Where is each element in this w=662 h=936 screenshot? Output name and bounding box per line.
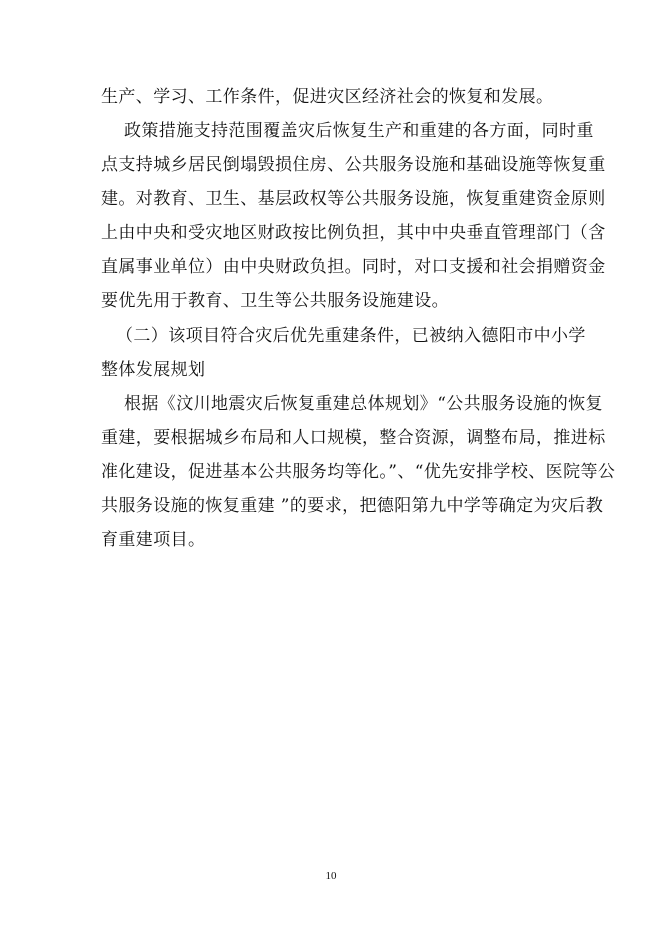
paragraph-2-line-6: 要优先用于教育、卫生等公共服务设施建设。 bbox=[101, 291, 449, 311]
section-heading-line-2: 整体发展规划 bbox=[101, 360, 206, 380]
paragraph-2-line-3: 建。对教育、卫生、基层政权等公共服务设施，恢复重建资金原则 bbox=[101, 189, 606, 209]
paragraph-2-line-4: 上由中央和受灾地区财政按比例负担，其中中央垂直管理部门（含 bbox=[101, 223, 606, 243]
paragraph-2-line-5: 直属事业单位）由中央财政负担。同时，对口支援和社会捐赠资金 bbox=[101, 257, 606, 277]
paragraph-3-line-1: 根据《汶川地震灾后恢复重建总体规划》“公共服务设施的恢复 bbox=[124, 394, 603, 414]
section-heading-line-1: （二）该项目符合灾后优先重建条件，已被纳入德阳市中小学 bbox=[116, 326, 586, 346]
paragraph-3-line-3: 准化建设，促进基本公共服务均等化。”、“优先安排学校、医院等公 bbox=[101, 462, 616, 482]
page-number: 10 bbox=[325, 870, 337, 882]
paragraph-3-line-5: 育重建项目。 bbox=[101, 530, 206, 550]
paragraph-2-line-1: 政策措施支持范围覆盖灾后恢复生产和重建的各方面，同时重 bbox=[124, 121, 594, 141]
paragraph-2-line-2: 点支持城乡居民倒塌毁损住房、公共服务设施和基础设施等恢复重 bbox=[101, 155, 606, 175]
paragraph-3-line-2: 重建，要根据城乡布局和人口规模，整合资源，调整布局，推进标 bbox=[101, 428, 606, 448]
paragraph-1-line-1: 生产、学习、工作条件，促进灾区经济社会的恢复和发展。 bbox=[101, 87, 554, 107]
paragraph-3-line-4: 共服务设施的恢复重建 ”的要求，把德阳第九中学等确定为灾后教 bbox=[101, 496, 604, 516]
